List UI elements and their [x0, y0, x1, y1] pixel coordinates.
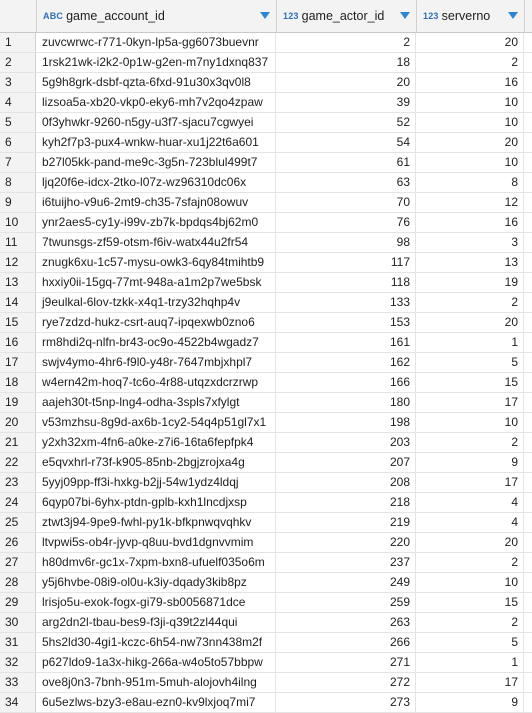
column-header-game-account-id[interactable]	[37, 0, 277, 32]
cell-game-account-id[interactable]: p627ldo9-1a3x-hikg-266a-w4o5to57bbpw	[36, 653, 276, 672]
cell-serverno[interactable]: 4	[416, 493, 524, 512]
cell-game-account-id[interactable]: ztwt3j94-9pe9-fwhl-py1k-bfkpnwqvqhkv	[36, 513, 276, 532]
row-number[interactable]: 12	[0, 253, 36, 272]
cell-game-actor-id[interactable]: 52	[276, 113, 416, 132]
cell-game-actor-id[interactable]: 162	[276, 353, 416, 372]
table-row[interactable]	[0, 433, 532, 453]
cell-serverno[interactable]: 2	[416, 613, 524, 632]
cell-game-actor-id[interactable]: 237	[276, 553, 416, 572]
cell-game-actor-id[interactable]: 76	[276, 213, 416, 232]
table-row[interactable]	[0, 413, 532, 433]
cell-serverno[interactable]: 17	[416, 473, 524, 492]
cell-serverno[interactable]: 2	[416, 433, 524, 452]
row-number[interactable]: 31	[0, 633, 36, 652]
cell-game-actor-id[interactable]: 63	[276, 173, 416, 192]
cell-serverno[interactable]: 15	[416, 593, 524, 612]
cell-game-account-id[interactable]: 6qyp07bi-6yhx-ptdn-gplb-kxh1lncdjxsp	[36, 493, 276, 512]
row-number[interactable]: 26	[0, 533, 36, 552]
cell-serverno[interactable]: 15	[416, 373, 524, 392]
cell-game-actor-id[interactable]: 180	[276, 393, 416, 412]
row-number[interactable]: 30	[0, 613, 36, 632]
cell-game-account-id[interactable]: w4ern42m-hoq7-tc6o-4r88-utqzxdcrzrwp	[36, 373, 276, 392]
cell-game-account-id[interactable]: y2xh32xm-4fn6-a0ke-z7i6-16ta6fepfpk4	[36, 433, 276, 452]
cell-serverno[interactable]: 16	[416, 213, 524, 232]
cell-game-account-id[interactable]: rye7zdzd-hukz-csrt-auq7-ipqexwb0zno6	[36, 313, 276, 332]
cell-game-account-id[interactable]: ljq20f6e-idcx-2tko-l07z-wz96310dc06x	[36, 173, 276, 192]
table-row[interactable]	[0, 533, 532, 553]
row-number[interactable]: 29	[0, 593, 36, 612]
row-number[interactable]: 17	[0, 353, 36, 372]
table-row[interactable]	[0, 153, 532, 173]
table-row[interactable]	[0, 333, 532, 353]
table-row[interactable]	[0, 513, 532, 533]
cell-serverno[interactable]: 13	[416, 253, 524, 272]
cell-serverno[interactable]: 9	[416, 453, 524, 472]
cell-game-actor-id[interactable]: 263	[276, 613, 416, 632]
table-row[interactable]	[0, 193, 532, 213]
cell-game-account-id[interactable]: y5j6hvbe-08i9-ol0u-k3iy-dqady3kib8pz	[36, 573, 276, 592]
row-number[interactable]: 27	[0, 553, 36, 572]
table-row[interactable]	[0, 593, 532, 613]
table-row[interactable]	[0, 373, 532, 393]
cell-game-actor-id[interactable]: 54	[276, 133, 416, 152]
cell-serverno[interactable]: 10	[416, 93, 524, 112]
sort-filter-icon[interactable]	[400, 12, 410, 19]
cell-game-account-id[interactable]: aajeh30t-t5np-lng4-odha-3spls7xfylgt	[36, 393, 276, 412]
table-row[interactable]	[0, 73, 532, 93]
table-row[interactable]	[0, 93, 532, 113]
cell-serverno[interactable]: 12	[416, 193, 524, 212]
cell-game-account-id[interactable]: ynr2aes5-cy1y-i99v-zb7k-bpdqs4bj62m0	[36, 213, 276, 232]
table-row[interactable]	[0, 173, 532, 193]
cell-game-account-id[interactable]: e5qvxhrl-r73f-k905-85nb-2bgjzrojxa4g	[36, 453, 276, 472]
cell-game-actor-id[interactable]: 166	[276, 373, 416, 392]
cell-game-actor-id[interactable]: 266	[276, 633, 416, 652]
cell-game-actor-id[interactable]: 118	[276, 273, 416, 292]
column-title: game_account_id	[66, 9, 165, 23]
row-number-header[interactable]	[0, 0, 37, 32]
row-number[interactable]: 7	[0, 153, 36, 172]
cell-game-account-id[interactable]: rm8hdi2q-nlfn-br43-oc9o-4522b4wgadz7	[36, 333, 276, 352]
table-row[interactable]	[0, 493, 532, 513]
row-number[interactable]: 23	[0, 473, 36, 492]
column-header-game-actor-id[interactable]	[277, 0, 417, 32]
cell-game-account-id[interactable]: 1rsk21wk-i2k2-0p1w-g2en-m7ny1dxnq837	[36, 53, 276, 72]
cell-game-account-id[interactable]: 0f3yhwkr-9260-n5gy-u3f7-sjacu7cgwyei	[36, 113, 276, 132]
cell-game-actor-id[interactable]: 219	[276, 513, 416, 532]
cell-game-actor-id[interactable]: 20	[276, 73, 416, 92]
cell-serverno[interactable]: 1	[416, 333, 524, 352]
row-number[interactable]: 22	[0, 453, 36, 472]
cell-serverno[interactable]: 5	[416, 633, 524, 652]
table-row[interactable]	[0, 473, 532, 493]
row-number[interactable]: 19	[0, 393, 36, 412]
cell-serverno[interactable]: 10	[416, 113, 524, 132]
row-number[interactable]: 33	[0, 673, 36, 692]
cell-game-actor-id[interactable]: 273	[276, 693, 416, 712]
cell-serverno[interactable]: 2	[416, 553, 524, 572]
cell-serverno[interactable]: 1	[416, 653, 524, 672]
cell-serverno[interactable]: 10	[416, 153, 524, 172]
cell-serverno[interactable]: 5	[416, 353, 524, 372]
sort-filter-icon[interactable]	[260, 12, 270, 19]
cell-game-actor-id[interactable]: 161	[276, 333, 416, 352]
table-row[interactable]	[0, 693, 532, 713]
grid-body	[0, 33, 532, 713]
cell-game-actor-id[interactable]: 220	[276, 533, 416, 552]
cell-serverno[interactable]: 20	[416, 33, 524, 52]
number-type-icon: 123	[283, 11, 299, 21]
cell-game-actor-id[interactable]: 207	[276, 453, 416, 472]
cell-game-account-id[interactable]: lizsoa5a-xb20-vkp0-eky6-mh7v2qo4zpaw	[36, 93, 276, 112]
cell-game-actor-id[interactable]: 208	[276, 473, 416, 492]
row-number[interactable]: 10	[0, 213, 36, 232]
cell-game-actor-id[interactable]: 117	[276, 253, 416, 272]
cell-game-account-id[interactable]: kyh2f7p3-pux4-wnkw-huar-xu1j22t6a601	[36, 133, 276, 152]
table-row[interactable]	[0, 253, 532, 273]
table-row[interactable]	[0, 273, 532, 293]
row-number[interactable]: 20	[0, 413, 36, 432]
cell-game-actor-id[interactable]: 98	[276, 233, 416, 252]
row-number[interactable]: 14	[0, 293, 36, 312]
cell-game-account-id[interactable]: h80dmv6r-gc1x-7xpm-bxn8-ufuelf035o6m	[36, 553, 276, 572]
cell-serverno[interactable]: 17	[416, 673, 524, 692]
cell-serverno[interactable]: 17	[416, 393, 524, 412]
cell-serverno[interactable]: 16	[416, 73, 524, 92]
cell-serverno[interactable]: 19	[416, 273, 524, 292]
cell-game-account-id[interactable]: 5hs2ld30-4gi1-kczc-6h54-nw73nn438m2f	[36, 633, 276, 652]
table-row[interactable]	[0, 133, 532, 153]
cell-game-account-id[interactable]: 6u5ezlws-bzy3-e8au-ezn0-kv9lxjoq7mi7	[36, 693, 276, 712]
grid-header	[0, 0, 532, 33]
cell-serverno[interactable]: 3	[416, 233, 524, 252]
row-number[interactable]: 1	[0, 33, 36, 52]
cell-game-actor-id[interactable]: 70	[276, 193, 416, 212]
cell-game-actor-id[interactable]: 218	[276, 493, 416, 512]
row-number[interactable]: 25	[0, 513, 36, 532]
table-row[interactable]	[0, 633, 532, 653]
cell-game-actor-id[interactable]: 39	[276, 93, 416, 112]
table-row[interactable]	[0, 53, 532, 73]
cell-game-actor-id[interactable]: 2	[276, 33, 416, 52]
cell-serverno[interactable]: 10	[416, 413, 524, 432]
cell-game-actor-id[interactable]: 271	[276, 653, 416, 672]
table-row[interactable]	[0, 573, 532, 593]
table-row[interactable]	[0, 313, 532, 333]
table-row[interactable]	[0, 233, 532, 253]
cell-serverno[interactable]: 20	[416, 133, 524, 152]
table-row[interactable]	[0, 613, 532, 633]
cell-game-actor-id[interactable]: 18	[276, 53, 416, 72]
row-number[interactable]: 21	[0, 433, 36, 452]
cell-game-account-id[interactable]: hxxiy0ii-15gq-77mt-948a-a1m2p7we5bsk	[36, 273, 276, 292]
cell-game-actor-id[interactable]: 259	[276, 593, 416, 612]
row-number[interactable]: 32	[0, 653, 36, 672]
cell-game-account-id[interactable]: zuvcwrwc-r771-0kyn-lp5a-gg6073buevnr	[36, 33, 276, 52]
cell-game-account-id[interactable]: v53mzhsu-8g9d-ax6b-1cy2-54q4p51gl7x1	[36, 413, 276, 432]
cell-game-account-id[interactable]: 7twunsgs-zf59-otsm-f6iv-watx44u2fr54	[36, 233, 276, 252]
cell-game-actor-id[interactable]: 203	[276, 433, 416, 452]
cell-game-account-id[interactable]: i6tuijho-v9u6-2mt9-ch35-7sfajn08owuv	[36, 193, 276, 212]
row-number[interactable]: 9	[0, 193, 36, 212]
table-row[interactable]	[0, 113, 532, 133]
row-number[interactable]: 8	[0, 173, 36, 192]
row-number[interactable]: 34	[0, 693, 36, 712]
table-row[interactable]	[0, 453, 532, 473]
text-type-icon: ABC	[43, 11, 64, 21]
table-row[interactable]	[0, 293, 532, 313]
row-number[interactable]: 4	[0, 93, 36, 112]
cell-game-account-id[interactable]: ltvpwi5s-ob4r-jyvp-q8uu-bvd1dgnvvmim	[36, 533, 276, 552]
row-number[interactable]: 16	[0, 333, 36, 352]
row-number[interactable]: 13	[0, 273, 36, 292]
cell-game-actor-id[interactable]: 133	[276, 293, 416, 312]
row-number[interactable]: 11	[0, 233, 36, 252]
cell-game-actor-id[interactable]: 272	[276, 673, 416, 692]
cell-game-account-id[interactable]: znugk6xu-1c57-mysu-owk3-6qy84tmihtb9	[36, 253, 276, 272]
cell-game-account-id[interactable]: 5yyj09pp-ff3i-hxkg-b2jj-54w1ydz4ldqj	[36, 473, 276, 492]
table-row[interactable]	[0, 33, 532, 53]
table-row[interactable]	[0, 653, 532, 673]
table-row[interactable]	[0, 393, 532, 413]
cell-game-actor-id[interactable]: 153	[276, 313, 416, 332]
cell-game-account-id[interactable]: ove8j0n3-7bnh-951m-5muh-alojovh4ilng	[36, 673, 276, 692]
row-number[interactable]: 5	[0, 113, 36, 132]
cell-serverno[interactable]: 4	[416, 513, 524, 532]
cell-serverno[interactable]: 2	[416, 293, 524, 312]
column-title: serverno	[441, 9, 491, 23]
cell-serverno[interactable]: 9	[416, 693, 524, 712]
cell-game-actor-id[interactable]: 61	[276, 153, 416, 172]
column-header-serverno[interactable]	[417, 0, 525, 32]
number-type-icon: 123	[423, 11, 439, 21]
table-row[interactable]	[0, 673, 532, 693]
table-row[interactable]	[0, 553, 532, 573]
row-number[interactable]: 6	[0, 133, 36, 152]
column-title: game_actor_id	[301, 9, 385, 23]
cell-serverno[interactable]: 2	[416, 53, 524, 72]
cell-game-account-id[interactable]: j9eulkal-6lov-tzkk-x4q1-trzy32hqhp4v	[36, 293, 276, 312]
cell-game-account-id[interactable]: 5g9h8grk-dsbf-qzta-6fxd-91u30x3qv0l8	[36, 73, 276, 92]
cell-game-actor-id[interactable]: 198	[276, 413, 416, 432]
row-number[interactable]: 28	[0, 573, 36, 592]
cell-game-account-id[interactable]: arg2dn2l-tbau-bes9-f3ji-q39t2zl44qui	[36, 613, 276, 632]
row-number[interactable]: 24	[0, 493, 36, 512]
cell-serverno[interactable]: 8	[416, 173, 524, 192]
row-number[interactable]: 2	[0, 53, 36, 72]
cell-serverno[interactable]: 20	[416, 313, 524, 332]
sort-filter-icon[interactable]	[508, 12, 518, 19]
row-number[interactable]: 18	[0, 373, 36, 392]
cell-game-account-id[interactable]: b27l05kk-pand-me9c-3g5n-723blul499t7	[36, 153, 276, 172]
cell-game-account-id[interactable]: lrisjo5u-exok-fogx-gi79-sb0056871dce	[36, 593, 276, 612]
row-number[interactable]: 3	[0, 73, 36, 92]
table-row[interactable]	[0, 353, 532, 373]
cell-serverno[interactable]: 10	[416, 573, 524, 592]
table-row[interactable]	[0, 213, 532, 233]
cell-serverno[interactable]: 20	[416, 533, 524, 552]
cell-game-account-id[interactable]: swjv4ymo-4hr6-f9l0-y48r-7647mbjxhpl7	[36, 353, 276, 372]
cell-game-actor-id[interactable]: 249	[276, 573, 416, 592]
row-number[interactable]: 15	[0, 313, 36, 332]
